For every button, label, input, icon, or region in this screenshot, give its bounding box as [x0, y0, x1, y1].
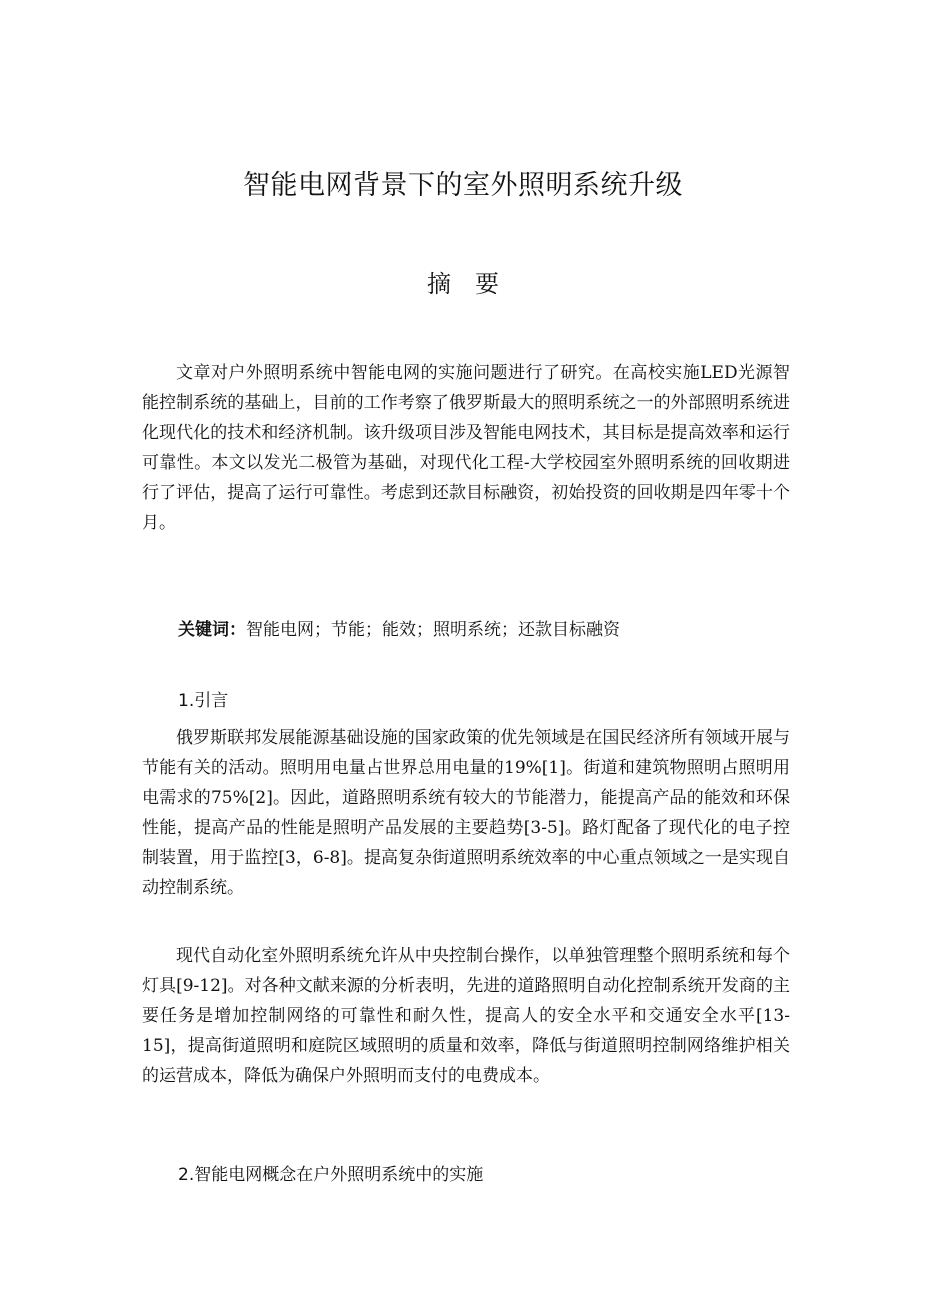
keywords-text: 智能电网；节能；能效；照明系统；还款目标融资 [246, 620, 620, 640]
body-paragraph: 现代自动化室外照明系统允许从中央控制台操作，以单独管理整个照明系统和每个灯具[9-12]。对各种文献来源的分析表明，先进的道路照明自动化控制系统开发商的主要任务是增加控制网络的可靠性和耐久性，提高人的安全水平和交通安全水平[13-15]，提高街道照明和庭院区域照明的质量和效率，降低与街道照明控制网络维护相关的运营成本，降低为确保户外照明而支付的电费成本。 [142, 946, 790, 1086]
section-heading-introduction: 1.引言 [178, 691, 229, 711]
keywords-label: 关键词： [178, 620, 246, 640]
abstract-paragraph: 文章对户外照明系统中智能电网的实施问题进行了研究。在高校实施LED光源智能控制系统的基础上，目前的工作考察了俄罗斯最大的照明系统之一的外部照明系统进化现代化的技术和经济机制。该升级项目涉及智能电网技术，其目标是提高效率和运行可靠性。本文以发光二极管为基础，对现代化工程-大学校园室外照明系统的回收期进行了评估，提高了运行可靠性。考虑到还款目标融资，初始投资的回收期是四年零十个月。 [142, 363, 790, 533]
document-title: 智能电网背景下的室外照明系统升级 [243, 170, 683, 201]
keywords-line [178, 615, 620, 645]
abstract-heading: 摘 要 [427, 270, 499, 298]
section-heading-smart-grid: 2.智能电网概念在户外照明系统中的实施 [178, 1165, 484, 1185]
body-paragraph: 俄罗斯联邦发展能源基础设施的国家政策的优先领域是在国民经济所有领域开展与节能有关的活动。照明用电量占世界总用电量的19%[1]。街道和建筑物照明占照明用电需求的75%[2]。因此，道路照明系统有较大的节能潜力，能提高产品的能效和环保性能，提高产品的性能是照明产品发展的主要趋势[3-5]。路灯配备了现代化的电子控制装置，用于监控[3，6-8]。提高复杂街道照明系统效率的中心重点领域之一是实现自动控制系统。 [142, 728, 790, 898]
